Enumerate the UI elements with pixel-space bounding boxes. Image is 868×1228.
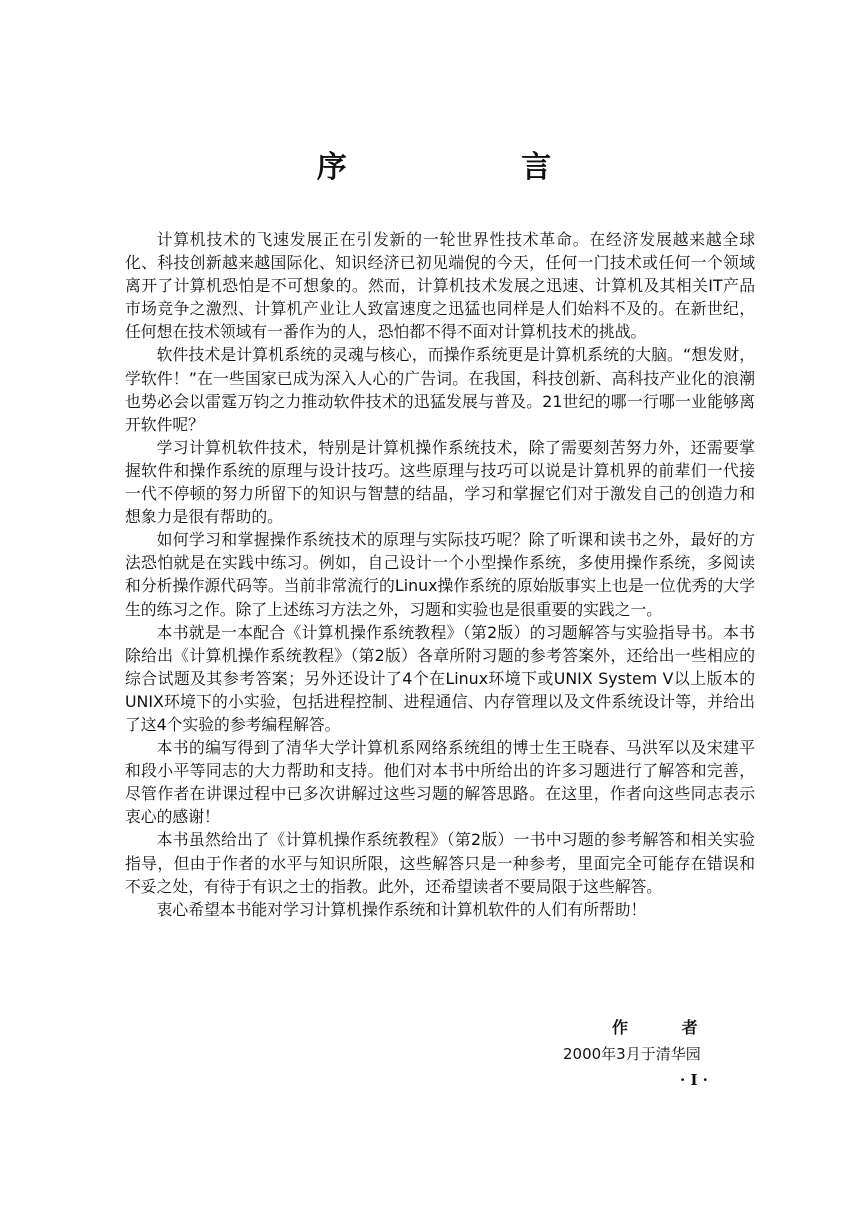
paragraph: 如何学习和掌握操作系统技术的原理与实际技巧呢？除了听课和读书之外，最好的方法恐怕就是在实践中练习。例如，自己设计一个小型操作系统，多使用操作系统，多阅读和分析操作源代码等。当前非常流行的Linux操作系统的原始版事实上也是一位优秀的大学生的练习之作。除了上述练习方法之外，习题和实验也是很重要的实践之一。 bbox=[125, 530, 755, 619]
paragraph: 本书就是一本配合《计算机操作系统教程》（第2版）的习题解答与实验指导书。本书除给出《计算机操作系统教程》（第2版）各章所附习题的参考答案外，还给出一些相应的综合试题及其参考答案；另外还设计了4个在Linux环境下或UNIX System Ⅴ以上版本的UNIX环境下的小实验，包括进程控制、进程通信、内存管理以及文件系统设计等，并给出了这4个实验的参考编程解答。 bbox=[125, 622, 755, 734]
paragraph: 衷心希望本书能对学习计算机操作系统和计算机软件的人们有所帮助！ bbox=[156, 899, 647, 919]
paragraph: 本书虽然给出了《计算机操作系统教程》（第2版）一书中习题的参考解答和相关实验指导，但由于作者的水平与知识所限，这些解答只是一种参考，里面完全可能存在错误和不妥之处，有待于有识之士的指教。此外，还希望读者不要局限于这些解答。 bbox=[125, 830, 755, 896]
page-number: · I · bbox=[680, 1071, 708, 1089]
date-line: 2000年3月于清华园 bbox=[563, 1045, 701, 1063]
author-signature: 作 者 bbox=[612, 1018, 722, 1037]
paragraph: 学习计算机软件技术，特别是计算机操作系统技术，除了需要刻苦努力外，还需要掌握软件和操作系统的原理与设计技巧。这些原理与技巧可以说是计算机界的前辈们一代接一代不停顿的努力所留下的知识与智慧的结晶，学习和掌握它们对于激发自己的创造力和想象力是很有帮助的。 bbox=[125, 437, 755, 527]
page-title: 序 言 bbox=[316, 150, 634, 185]
paragraph: 软件技术是计算机系统的灵魂与核心，而操作系统更是计算机系统的大脑。“想发财，学软件！”在一些国家已成为深入人心的广告词。在我国，科技创新、高科技产业化的浪潮也势必会以雷霆万钧之力推动软件技术的迅猛发展与普及。21世纪的哪一行哪一业能够离开软件呢？ bbox=[125, 345, 755, 434]
paragraph: 本书的编写得到了清华大学计算机系网络系统组的博士生王晓春、马洪军以及宋建平和段小平等同志的大力帮助和支持。他们对本书中所给出的许多习题进行了解答和完善，尽管作者在讲课过程中已多次讲解过这些习题的解答思路。在这里，作者向这些同志表示衷心的感谢！ bbox=[125, 738, 755, 827]
paragraph: 计算机技术的飞速发展正在引发新的一轮世界性技术革命。在经济发展越来越全球化、科技创新越来越国际化、知识经济已初见端倪的今天，任何一门技术或任何一个领域离开了计算机恐怕是不可想象的。然而，计算机技术发展之迅速、计算机及其相关IT产品市场竞争之激烈、计算机产业让人致富速度之迅猛也同样是人们始料不及的。在新世纪，任何想在技术领域有一番作为的人，恐怕都不得不面对计算机技术的挑战。 bbox=[125, 230, 755, 342]
preface-body bbox=[125, 228, 755, 921]
